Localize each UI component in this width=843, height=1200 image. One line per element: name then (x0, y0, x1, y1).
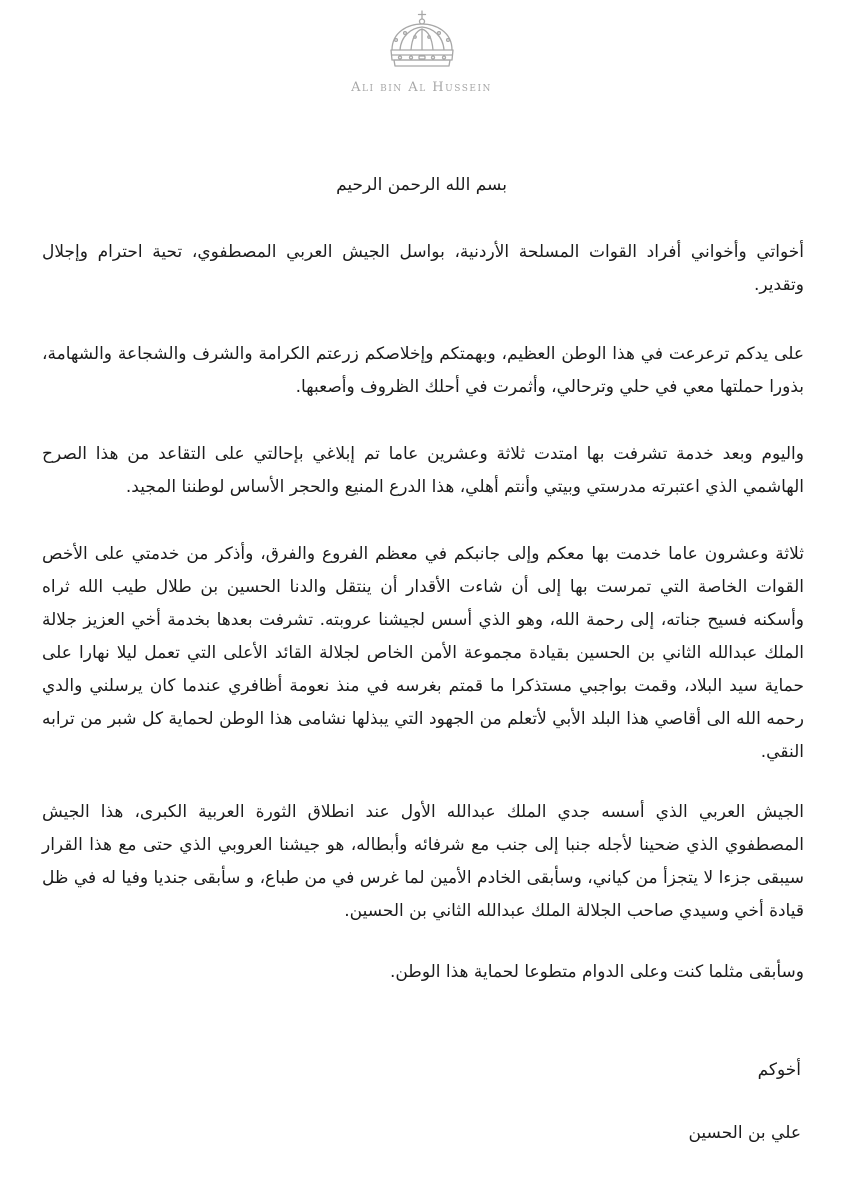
basmala: بسم الله الرحمن الرحيم (336, 175, 507, 195)
letter-paragraph-service: ثلاثة وعشرون عاما خدمت بها معكم وإلى جانبكم في معظم الفروع والفرق، وأذكر من خدمتي على الأخص القوات الخاصة التي تمرست بها إلى أن شاءت الأقدار أن ينتقل والدنا الحسين بن طلال طيب الله ثراه وأسكنه فسيح جناته، إلى رحمة الله، وهو الذي أسس لجيشنا عروبته. تشرفت بعدها بخدمة أخي العزيز جلالة الملك عبدالله الثاني بن الحسين بقيادة مجموعة الأمن الخاص لجلالة القائد الأعلى التي تعمل ليلا نهارا على حماية سيد البلاد، وقمت بواجبي مستذكرا ما قمتم بغرسه في منذ نعومة أظافري عندما كان يرسلني والدي رحمه الله الى أقاصي هذا البلد الأبي لأتعلم من الجهود التي يبذلها نشامى هذا الوطن لحماية كل شبر من ترابه النقي. (42, 544, 804, 762)
letter-signature: علي بن الحسين (688, 1123, 801, 1143)
letterhead (0, 0, 843, 110)
letterhead-name: Ali bin Al Hussein (351, 80, 492, 95)
letter-paragraph-pledge: وسأبقى مثلما كنت وعلى الدوام متطوعا لحماية هذا الوطن. (389, 962, 804, 982)
letter-paragraph-army: الجيش العربي الذي أسسه جدي الملك عبدالله الأول عند انطلاق الثورة العربية الكبرى، هذا الجيش المصطفوي الذي ضحينا لأجله جنبا إلى جنب مع شرفائه وأبطاله، هو جيشنا العروبي الذي حتى مع هذا القرار سيبقى جزءا لا يتجزأ من كياني، وسأبقى الخادم الأمين لما غرس في من طباع، و سأبقى جنديا وفيا له في ظل قيادة أخي وسيدي صاحب الجلالة الملك عبدالله الثاني بن الحسين. (42, 802, 804, 921)
letter-paragraph-retirement: واليوم وبعد خدمة تشرفت بها امتدت ثلاثة وعشرين عاما تم إبلاغي بإحالتي على التقاعد من هذا الصرح الهاشمي الذي اعتبرته مدرستي وبيتي وأنتم أهلي، هذا الدرع المنيع والحجر الأساس لوطننا المجيد. (42, 444, 804, 497)
letter-paragraph-upbringing: على يدكم ترعرعت في هذا الوطن العظيم، وبهمتكم وإخلاصكم زرعتم الكرامة والشرف والشجاعة والشهامة، بذورا حملتها معي في حلي وترحالي، وأثمرت في أحلك الظروف وأصعبها. (42, 344, 804, 397)
letter-paragraph-greeting: أخواتي وأخواني أفراد القوات المسلحة الأردنية، بواسل الجيش العربي المصطفوي، تحية احترام وإجلال وتقدير. (42, 242, 804, 295)
royal-crown-icon (386, 10, 458, 72)
letter-closing: أخوكم (757, 1060, 801, 1080)
